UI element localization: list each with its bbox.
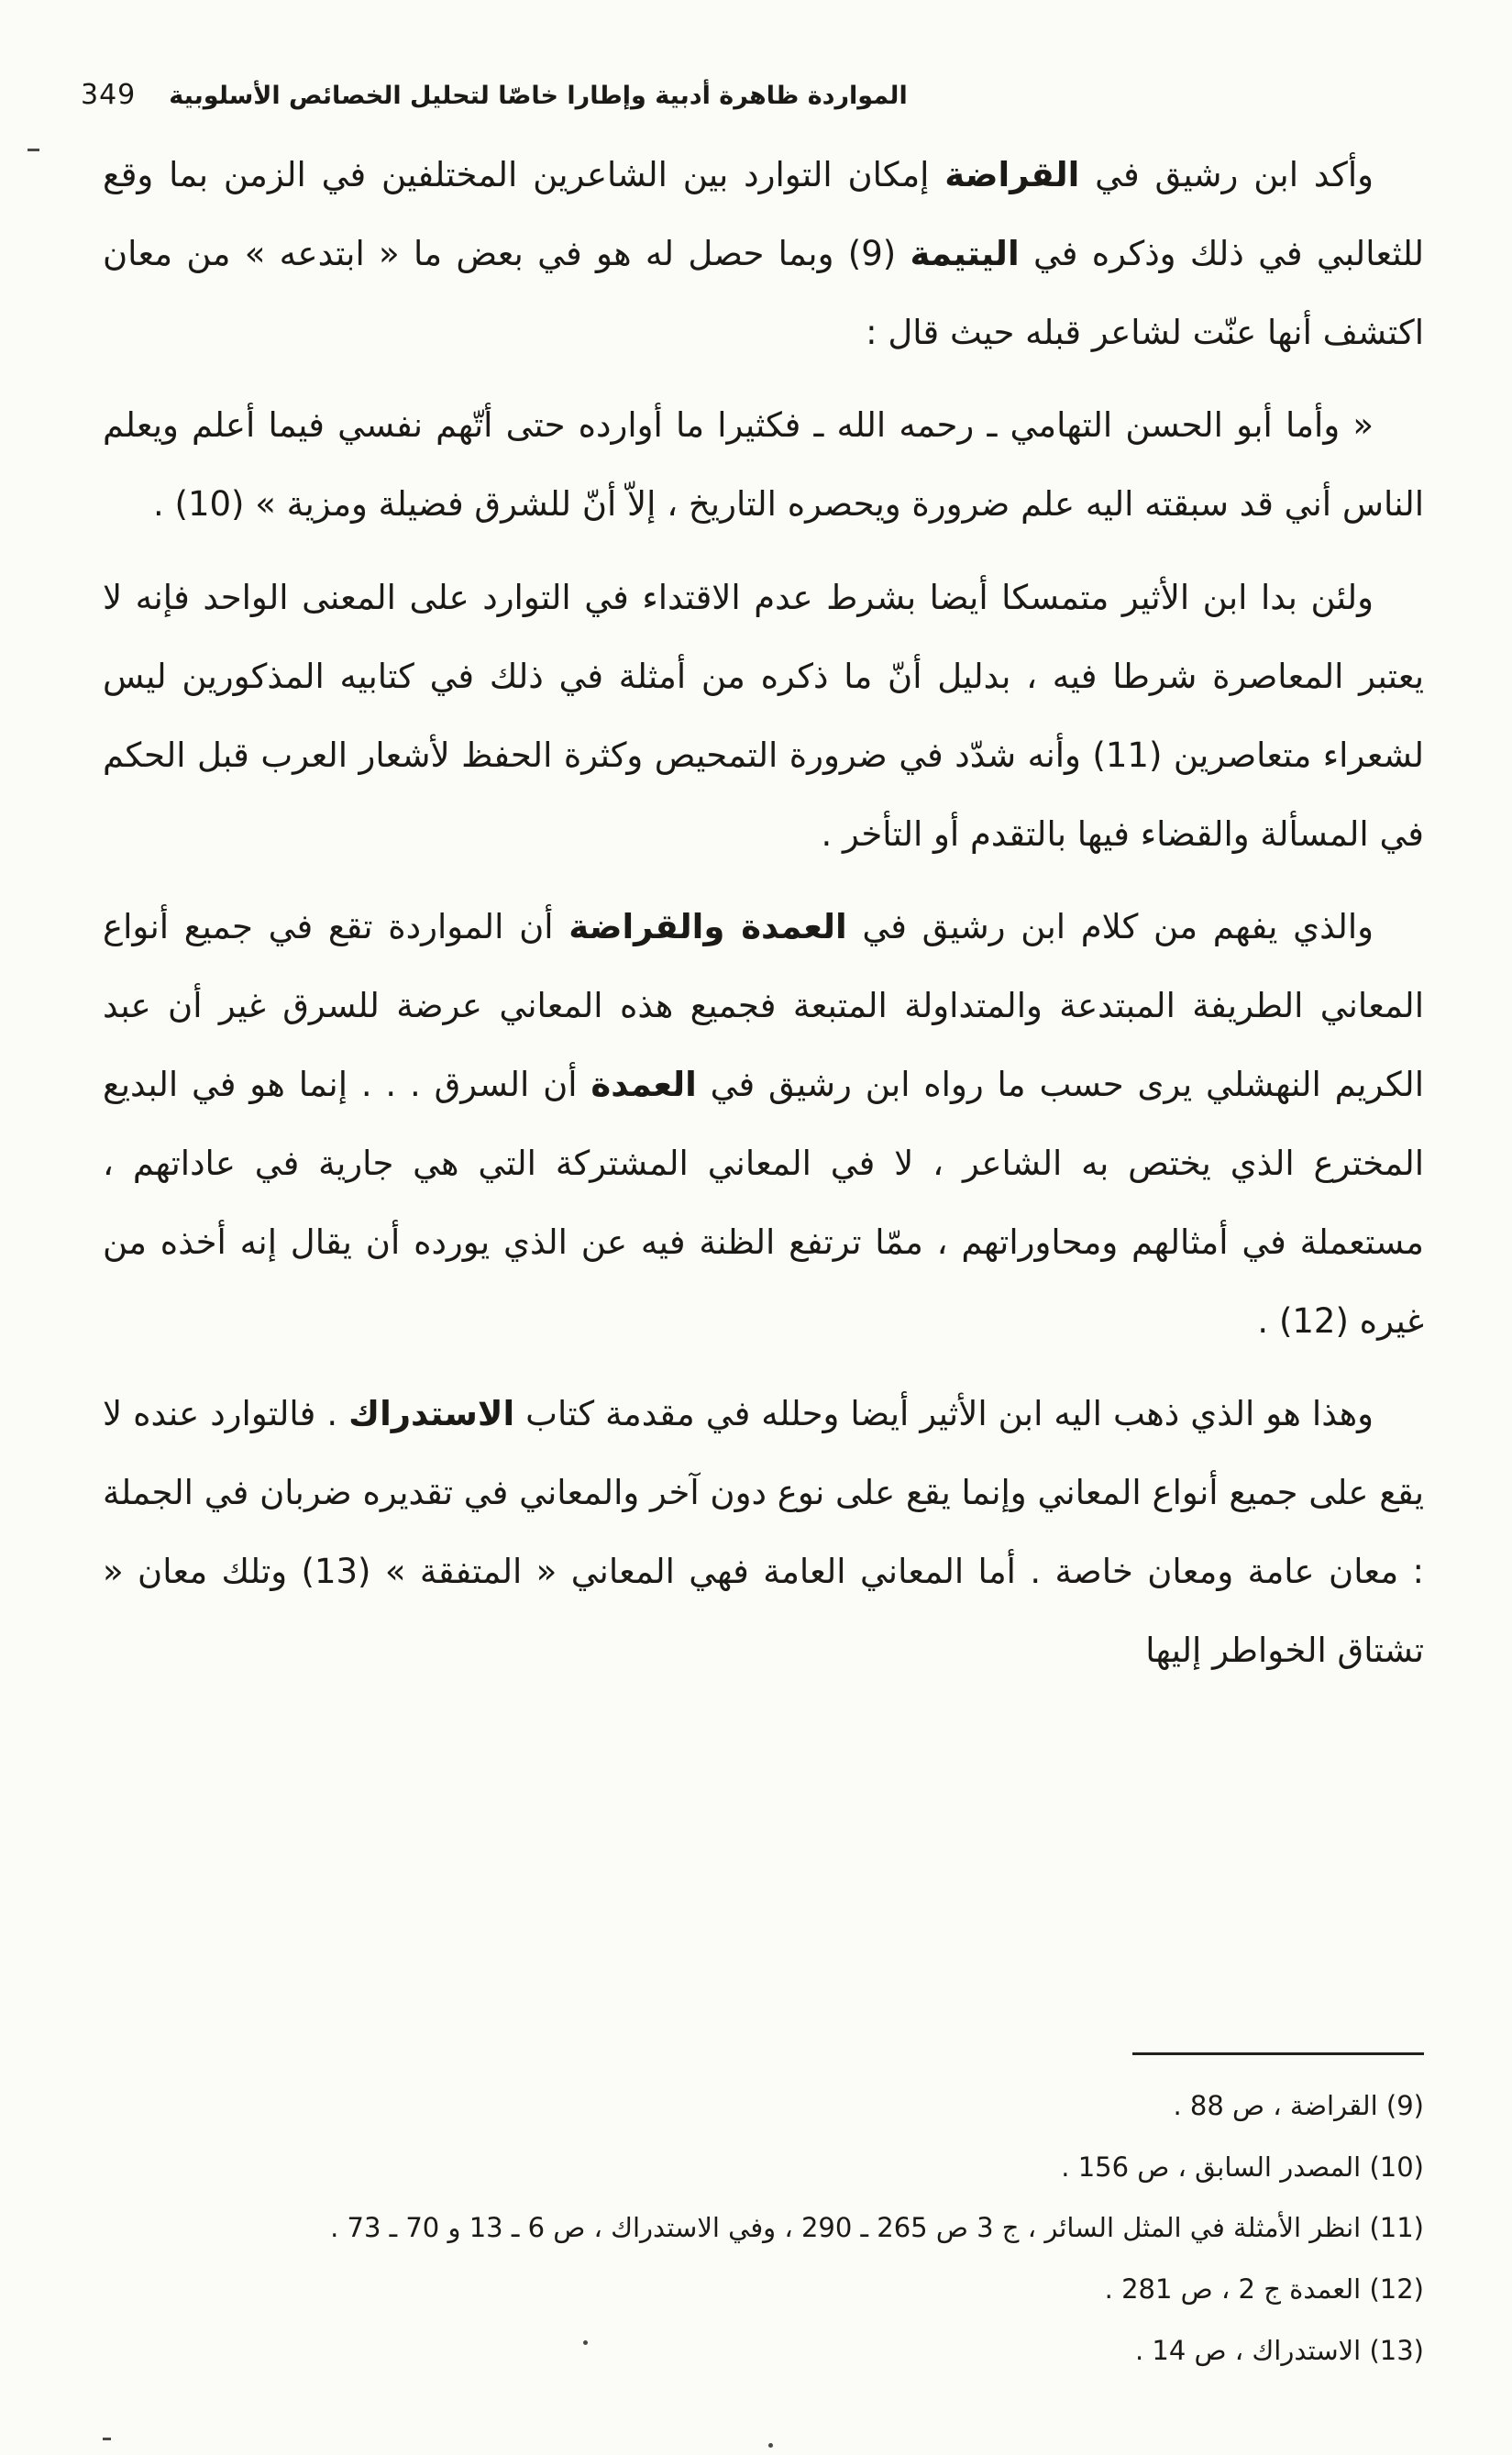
- paragraph-1: [103, 136, 1424, 371]
- footnote-separator-rule: [1132, 2052, 1424, 2055]
- book-title-yatimah: اليتيمة: [910, 233, 1020, 273]
- paragraph-4-text: أن المواردة تقع في جميع أنواع المعاني الطريفة المبتدعة والمتداولة المتبعة فجميع هذه المعاني عرضة للسرق غير أن عبد الكريم النهشلي يرى حسب ما رواه ابن رشيق في: [103, 907, 1424, 1105]
- body-text: [103, 136, 1424, 1705]
- scan-speck: [583, 2340, 588, 2345]
- book-title-istidrak: الاستدراك: [348, 1394, 515, 1434]
- paragraph-3: ولئن بدا ابن الأثير متمسكا أيضا بشرط عدم الاقتداء في التوارد على المعنى الواحد فإنه لا يعتبر المعاصرة شرطا فيه ، بدليل أنّ ما ذكره من أمثلة في ذلك في كتابيه المذكورين ليس لشعراء متعاصرين (11) وأنه شدّد في ضرورة التمحيص وكثرة الحفظ لأشعار العرب قبل الحكم في المسألة والقضاء فيها بالتقدم أو التأخر .: [103, 578, 1424, 854]
- page-header: [81, 79, 908, 111]
- footnote-9: (9) القراضة ، ص 88 .: [1173, 2090, 1424, 2121]
- footnote-12: (12) العمدة ج 2 ، ص 281 .: [1104, 2273, 1424, 2306]
- paragraph-2-quotation: « وأما أبو الحسن التهامي ـ رحمه الله ـ فكثيرا ما أوارده حتى أتّهم نفسي فيما أعلم ويعلم الناس أني قد سبقته اليه علم ضرورة ويحصره التاريخ ، إلاّ أنّ للشرق فضيلة ومزية » (10) .: [103, 405, 1424, 525]
- scan-speck: [28, 149, 39, 151]
- footnote-13: (13) الاستدراك ، ص 14 .: [1134, 2334, 1424, 2366]
- paragraph-5-text: وهذا هو الذي ذهب اليه ابن الأثير أيضا وحلله في مقدمة كتاب: [514, 1394, 1374, 1434]
- book-title-umdah: العمدة: [590, 1065, 697, 1105]
- running-title: المواردة ظاهرة أدبية وإطارا خاصّا لتحليل الخصائص الأسلوبية: [169, 82, 908, 110]
- scan-speck: [768, 2443, 773, 2448]
- paragraph-1-text: وأكد ابن رشيق في: [1079, 155, 1374, 194]
- paragraph-5-text: . فالتوارد عنده لا يقع على جميع أنواع المعاني وإنما يقع على نوع دون آخر والمعاني في تقديره ضربان في الجملة : معان عامة ومعان خاصة . أما المعاني العامة فهي المعاني « المتفقة » (13) وتلك معان « تشتاق الخواطر إليها: [103, 1394, 1424, 1670]
- paragraph-1-text: إمكان التوارد بين الشاعرين المختلفين في الزمن بما وقع للثعالبي في ذلك وذكره في: [103, 155, 1425, 273]
- footnote-11: (11) انظر الأمثلة في المثل السائر ، ج 3 ص 265 ـ 290 ، وفي الاستدراك ، ص 6 ـ 13 و 70 ـ 73 .: [330, 2212, 1424, 2244]
- paragraph-4-text: والذي يفهم من كلام ابن رشيق في: [846, 907, 1374, 947]
- paragraph-4: [103, 888, 1424, 1360]
- paragraph-5: [103, 1375, 1424, 1689]
- paragraph-4-text: أن السرق . . . إنما هو في البديع المخترع الذي يختص به الشاعر ، لا في المعاني المشتركة التي هي جارية في عاداتهم ، مستعملة في أمثالهم ومحاوراتهم ، ممّا ترتفع الظنة فيه عن الذي يورده أن يقال إنه أخذه من غيره (12) .: [103, 1065, 1424, 1341]
- footnotes-section: [103, 2052, 1424, 2381]
- book-title-quradah: القراضة: [944, 155, 1080, 194]
- book-title-umdah-quradah: العمدة والقراضة: [568, 907, 847, 947]
- paragraph-1-text: (9) وبما حصل له هو في بعض ما « ابتدعه » من معان اكتشف أنها عنّت لشاعر قبله حيث قال :: [103, 233, 1424, 352]
- scan-speck: [103, 2438, 111, 2440]
- page-number: 349: [81, 79, 137, 111]
- footnote-10: (10) المصدر السابق ، ص 156 .: [1061, 2151, 1424, 2183]
